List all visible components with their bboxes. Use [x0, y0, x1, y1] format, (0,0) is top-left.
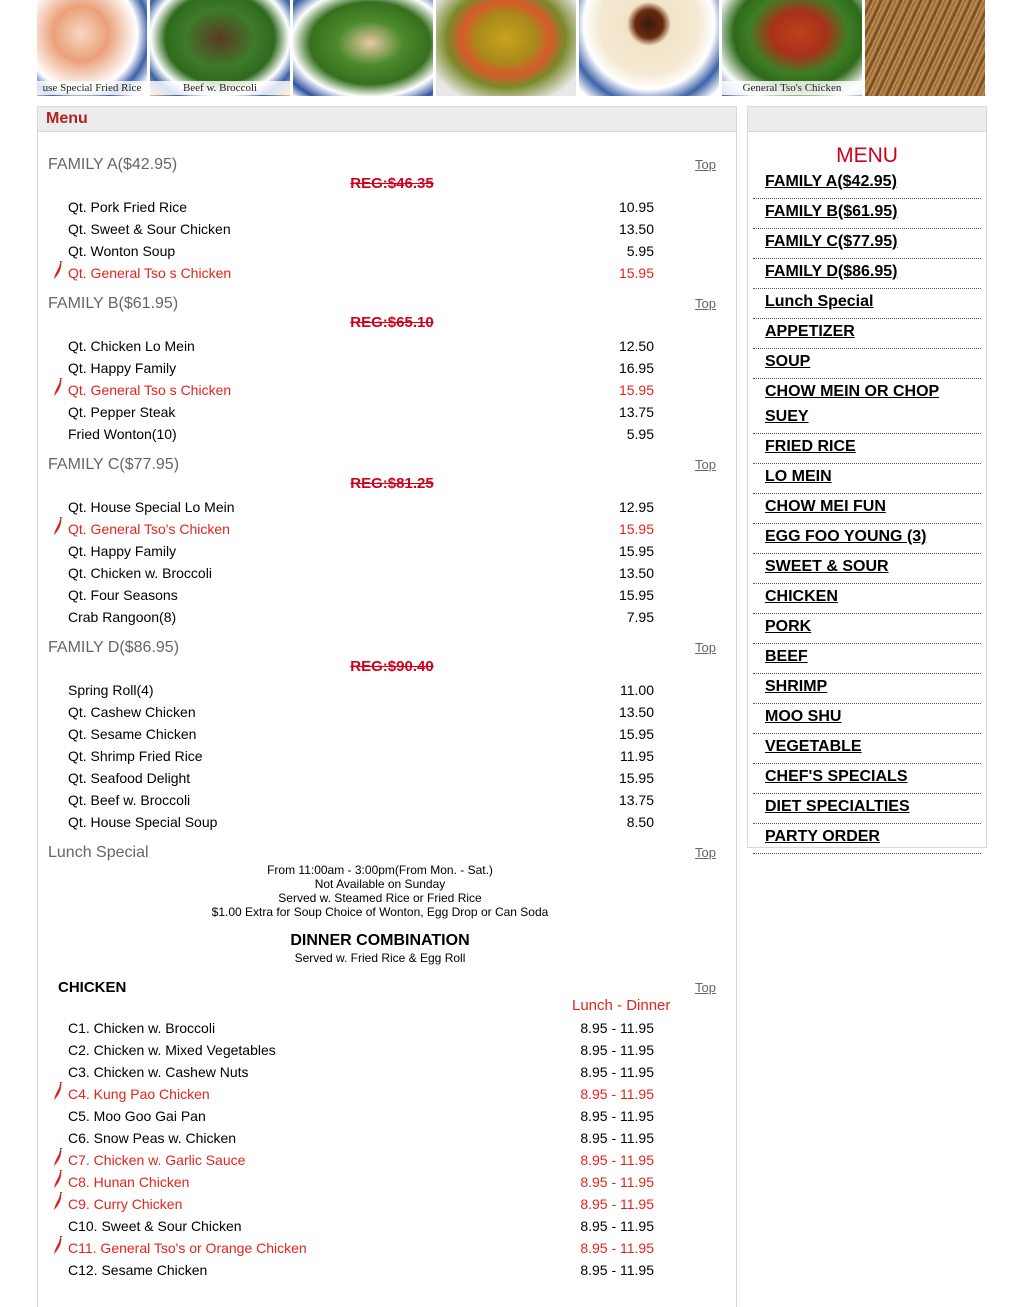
category-link-family-a[interactable]: FAMILY A($42.95) [765, 173, 897, 190]
regular-price: REG:$46.35 [350, 175, 434, 192]
category-link-shrimp[interactable]: SHRIMP [765, 678, 828, 695]
lunch-info-line: $1.00 Extra for Soup Choice of Wonton, Egg Drop or Can Soda [211, 905, 549, 919]
category-item [753, 614, 981, 644]
menu-item-spicy [38, 1174, 698, 1196]
item-price: 8.95 - 11.95 [580, 1042, 654, 1058]
item-price: 12.95 [618, 499, 654, 515]
item-name: C4. Kung Pao Chicken [68, 1086, 210, 1102]
item-price: 8.95 - 11.95 [580, 1020, 654, 1036]
menu-item [38, 1064, 698, 1086]
menu-item-spicy [38, 265, 698, 287]
category-item [753, 229, 981, 259]
item-price: 8.50 [626, 814, 654, 830]
photo-caption: use Special Fried Rice [37, 81, 147, 95]
menu-panel-header [38, 107, 736, 132]
category-item [753, 644, 981, 674]
menu-item [38, 814, 698, 836]
category-item [753, 584, 981, 614]
lunch-info-line: From 11:00am - 3:00pm(From Mon. - Sat.) [267, 863, 493, 877]
menu-item [38, 704, 698, 726]
top-link[interactable]: Top [695, 640, 716, 655]
menu-item-spicy [38, 1086, 698, 1108]
item-price: 7.95 [626, 609, 654, 625]
item-price: 5.95 [626, 426, 654, 442]
category-link-appetizer[interactable]: APPETIZER [765, 323, 855, 340]
item-name: Qt. House Special Soup [68, 814, 218, 830]
lunch-dinner-label: Lunch - Dinner [572, 997, 671, 1014]
category-item [753, 794, 981, 824]
item-name: Qt. Chicken Lo Mein [68, 338, 195, 354]
item-name: Spring Roll(4) [68, 682, 154, 698]
item-name: C12. Sesame Chicken [68, 1262, 208, 1278]
item-price: 8.95 - 11.95 [580, 1174, 654, 1190]
menu-item [38, 726, 698, 748]
category-item [753, 169, 981, 199]
menu-item [38, 565, 698, 587]
item-name: Qt. Wonton Soup [68, 243, 176, 259]
dish-photo-chicken-broccoli [293, 0, 433, 96]
category-item [753, 764, 981, 794]
category-item [753, 379, 981, 434]
menu-item [38, 1130, 698, 1152]
hot-pepper-icon [52, 1170, 64, 1190]
item-price: 8.95 - 11.95 [580, 1152, 654, 1168]
category-sidebar [747, 106, 987, 848]
lunch-info-line: Served w. Steamed Rice or Fried Rice [278, 891, 482, 905]
menu-item [38, 792, 698, 814]
category-item [753, 824, 981, 854]
dinner-combination-subtitle: Served w. Fried Rice & Egg Roll [294, 951, 466, 965]
category-link-soup[interactable]: SOUP [765, 353, 811, 370]
dish-photo-lo-mein [865, 0, 985, 96]
item-price: 8.95 - 11.95 [580, 1218, 654, 1234]
item-price: 11.95 [620, 748, 654, 764]
menu-panel [37, 106, 737, 1307]
item-name: Crab Rangoon(8) [68, 609, 177, 625]
item-name: Qt. Happy Family [68, 360, 177, 376]
category-link-party-order[interactable]: PARTY ORDER [765, 828, 880, 845]
hot-pepper-icon [52, 1192, 64, 1212]
category-link-egg-foo-young[interactable]: EGG FOO YOUNG (3) [765, 528, 927, 545]
menu-item [38, 1262, 698, 1284]
category-item [753, 349, 981, 379]
item-name: Qt. Cashew Chicken [68, 704, 196, 720]
item-price: 15.95 [618, 382, 654, 398]
item-price: 13.50 [618, 221, 654, 237]
item-name: C11. General Tso's or Orange Chicken [68, 1240, 307, 1256]
regular-price: REG:$81.25 [350, 475, 434, 492]
item-name: Qt. Sweet & Sour Chicken [68, 221, 231, 237]
dinner-combination-title: DINNER COMBINATION [290, 932, 470, 949]
sidebar-title: MENU [836, 144, 898, 167]
section-title-lunch-special: Lunch Special [48, 844, 149, 861]
menu-item [38, 243, 698, 265]
category-link-chefs-specials[interactable]: CHEF'S SPECIALS [765, 768, 908, 785]
menu-item [38, 770, 698, 792]
hot-pepper-icon [52, 261, 64, 281]
menu-panel-title: Menu [46, 110, 88, 127]
hot-pepper-icon [52, 1082, 64, 1102]
category-item [753, 199, 981, 229]
menu-item [38, 1218, 698, 1240]
top-link[interactable]: Top [695, 980, 716, 995]
menu-item [38, 543, 698, 565]
menu-item-spicy [38, 521, 698, 543]
menu-item-spicy [38, 1196, 698, 1218]
item-price: 15.95 [618, 587, 654, 603]
item-name: Qt. Shrimp Fried Rice [68, 748, 203, 764]
item-price: 8.95 - 11.95 [580, 1064, 654, 1080]
item-price: 8.95 - 11.95 [580, 1130, 654, 1146]
menu-item [38, 609, 698, 631]
item-name: Qt. Sesame Chicken [68, 726, 197, 742]
menu-item [38, 338, 698, 360]
top-link[interactable]: Top [695, 845, 716, 860]
menu-item-spicy [38, 1152, 698, 1174]
item-name: Qt. House Special Lo Mein [68, 499, 235, 515]
item-name: C8. Hunan Chicken [68, 1174, 190, 1190]
item-price: 8.95 - 11.95 [580, 1086, 654, 1102]
menu-item [38, 360, 698, 382]
item-name: Qt. Seafood Delight [68, 770, 191, 786]
category-item [753, 494, 981, 524]
item-name: Qt. General Tso s Chicken [68, 382, 232, 398]
category-link-moo-shu[interactable]: MOO SHU [765, 708, 842, 725]
lunch-info-line: Not Available on Sunday [314, 877, 446, 891]
item-name: C2. Chicken w. Mixed Vegetables [68, 1042, 276, 1058]
item-name: C9. Curry Chicken [68, 1196, 183, 1212]
category-link-family-b[interactable]: FAMILY B($61.95) [765, 203, 898, 220]
item-name: Qt. Four Seasons [68, 587, 178, 603]
menu-item [38, 1108, 698, 1130]
menu-item-spicy [38, 382, 698, 404]
category-item [753, 464, 981, 494]
dish-photo-general-tso [722, 0, 862, 96]
dish-photo-dumplings [579, 0, 719, 96]
item-price: 8.95 - 11.95 [580, 1240, 654, 1256]
item-name: Qt. Happy Family [68, 543, 177, 559]
item-price: 15.95 [618, 521, 654, 537]
hot-pepper-icon [52, 378, 64, 398]
regular-price: REG:$65.10 [350, 314, 434, 331]
menu-item [38, 748, 698, 770]
item-name: Qt. Beef w. Broccoli [68, 792, 191, 808]
category-link-family-c[interactable]: FAMILY C($77.95) [765, 233, 898, 250]
category-title-chicken: CHICKEN [58, 979, 127, 996]
category-item [753, 554, 981, 584]
category-link-family-d[interactable]: FAMILY D($86.95) [765, 263, 898, 280]
menu-item [38, 426, 698, 448]
menu-item [38, 221, 698, 243]
photo-caption: General Tso's Chicken [722, 81, 862, 95]
item-price: 15.95 [618, 726, 654, 742]
dish-photo-curry [436, 0, 576, 96]
item-price: 8.95 - 11.95 [580, 1262, 654, 1278]
item-name: Qt. Chicken w. Broccoli [68, 565, 212, 581]
hot-pepper-icon [52, 1148, 64, 1168]
hot-pepper-icon [52, 517, 64, 537]
category-link-sweet-sour[interactable]: SWEET & SOUR [765, 558, 889, 575]
category-link-pork[interactable]: PORK [765, 618, 812, 635]
menu-item [38, 682, 698, 704]
item-price: 10.95 [618, 199, 654, 215]
item-price: 12.50 [618, 338, 654, 354]
item-price: 16.95 [618, 360, 654, 376]
menu-item [38, 587, 698, 609]
item-price: 11.00 [620, 682, 654, 698]
item-price: 13.75 [618, 792, 654, 808]
section-title-family-d: FAMILY D($86.95) [48, 639, 180, 656]
category-item [753, 434, 981, 464]
hot-pepper-icon [52, 1236, 64, 1256]
item-name: C5. Moo Goo Gai Pan [68, 1108, 206, 1124]
item-name: C10. Sweet & Sour Chicken [68, 1218, 242, 1234]
item-price: 13.75 [618, 404, 654, 420]
category-item [753, 289, 981, 319]
category-link-fried-rice[interactable]: FRIED RICE [765, 438, 856, 455]
item-name: Qt. General Tso s Chicken [68, 265, 232, 281]
menu-item [38, 404, 698, 426]
category-list [748, 169, 986, 854]
item-name: Qt. Pepper Steak [68, 404, 176, 420]
item-price: 13.50 [618, 704, 654, 720]
category-link-lunch-special[interactable]: Lunch Special [765, 293, 874, 310]
category-link-beef[interactable]: BEEF [765, 648, 808, 665]
item-price: 15.95 [618, 770, 654, 786]
category-link-chow-mein[interactable]: CHOW MEIN OR CHOP SUEY [765, 383, 940, 425]
photo-caption: Beef w. Broccoli [150, 81, 290, 95]
category-link-chicken[interactable]: CHICKEN [765, 588, 838, 605]
regular-price: REG:$90.40 [350, 658, 434, 675]
category-link-diet-specialties[interactable]: DIET SPECIALTIES [765, 798, 910, 815]
item-price: 15.95 [618, 543, 654, 559]
item-name: C3. Chicken w. Cashew Nuts [68, 1064, 249, 1080]
dish-photo-beef-broccoli [150, 0, 290, 96]
category-item [753, 319, 981, 349]
section-title-family-c: FAMILY C($77.95) [48, 456, 180, 473]
category-item [753, 734, 981, 764]
menu-item [38, 499, 698, 521]
item-name: Qt. General Tso's Chicken [68, 521, 230, 537]
photo-banner [37, 0, 987, 96]
category-item [753, 524, 981, 554]
item-name: C7. Chicken w. Garlic Sauce [68, 1152, 246, 1168]
top-link[interactable]: Top [695, 296, 716, 311]
category-link-lo-mein[interactable]: LO MEIN [765, 468, 832, 485]
item-price: 13.50 [618, 565, 654, 581]
category-item [753, 704, 981, 734]
category-link-chow-mei-fun[interactable]: CHOW MEI FUN [765, 498, 886, 515]
category-item [753, 674, 981, 704]
item-name: C6. Snow Peas w. Chicken [68, 1130, 237, 1146]
section-title-family-a: FAMILY A($42.95) [48, 156, 178, 173]
section-title-family-b: FAMILY B($61.95) [48, 295, 179, 312]
item-price: 8.95 - 11.95 [580, 1108, 654, 1124]
category-item [753, 259, 981, 289]
menu-item [38, 199, 698, 221]
category-link-vegetable[interactable]: VEGETABLE [765, 738, 862, 755]
item-name: Fried Wonton(10) [68, 426, 177, 442]
item-price: 8.95 - 11.95 [580, 1196, 654, 1212]
menu-item-spicy [38, 1240, 698, 1262]
top-link[interactable]: Top [695, 157, 716, 172]
sidebar-header [748, 107, 986, 132]
item-name: C1. Chicken w. Broccoli [68, 1020, 216, 1036]
menu-item [38, 1020, 698, 1042]
item-name: Qt. Pork Fried Rice [68, 199, 188, 215]
top-link[interactable]: Top [695, 457, 716, 472]
menu-item [38, 1042, 698, 1064]
dish-photo-fried-rice [37, 0, 147, 96]
item-price: 5.95 [626, 243, 654, 259]
item-price: 15.95 [618, 265, 654, 281]
